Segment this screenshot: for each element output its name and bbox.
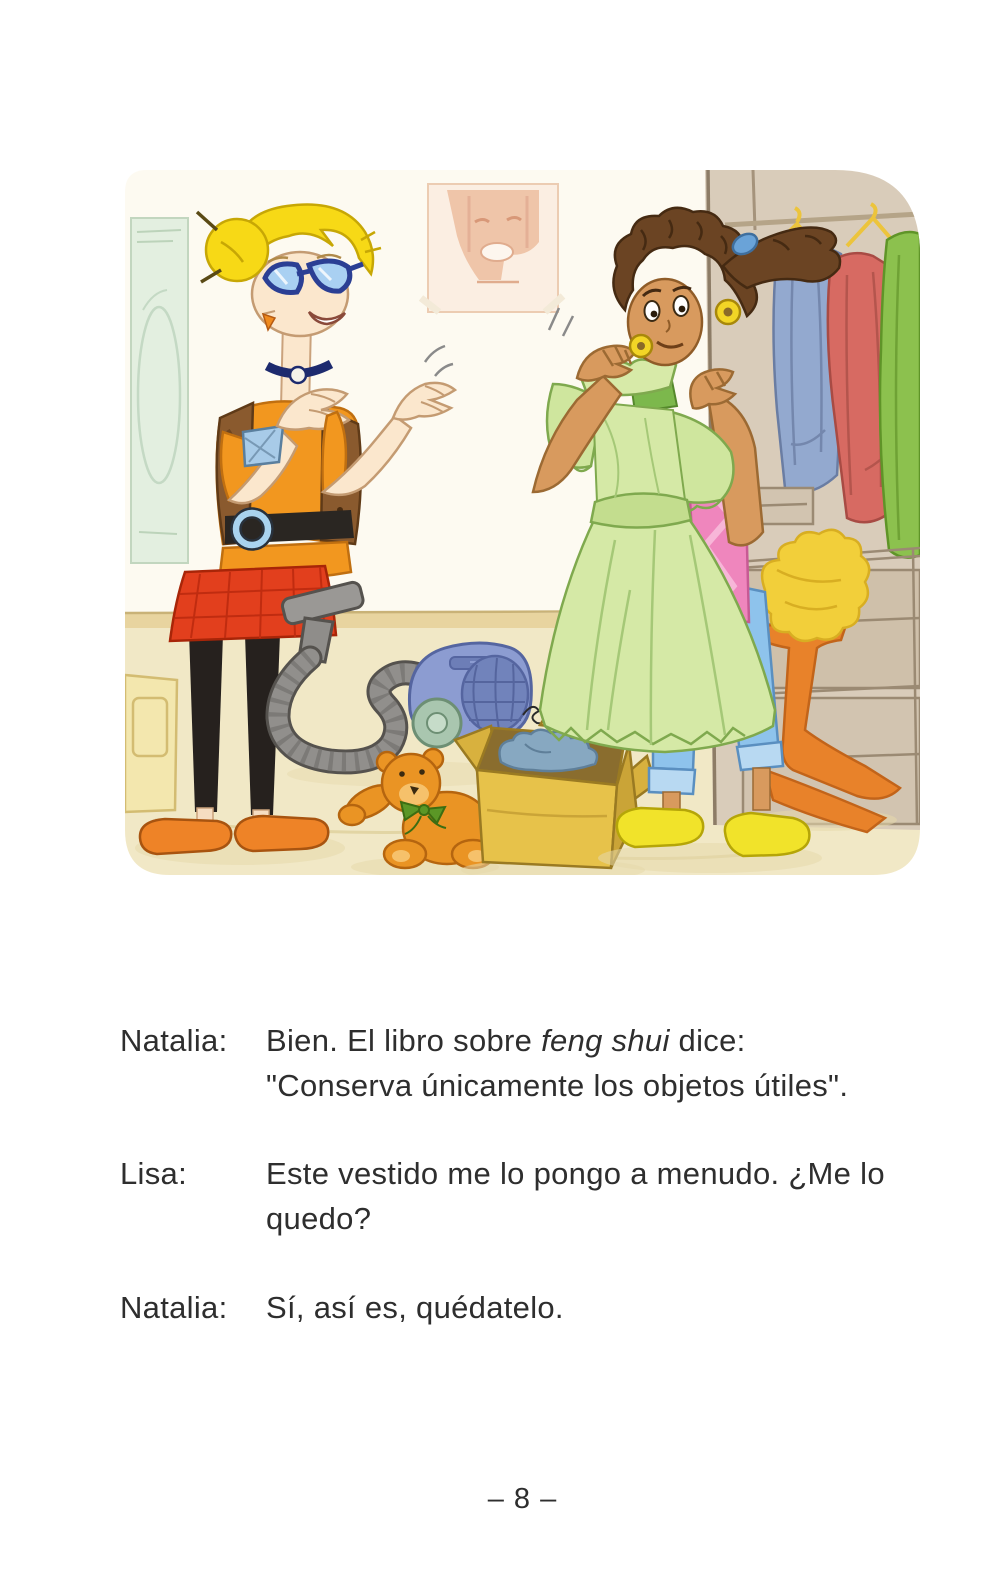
speech-segment: dice: — [669, 1023, 746, 1058]
low-cabinet — [125, 675, 177, 812]
salmon-poster — [421, 184, 563, 312]
speech-text — [266, 1018, 965, 1108]
speaker-name: Natalia: — [120, 1290, 228, 1325]
green-garment — [880, 232, 920, 558]
speech-segment-italic: feng shui — [541, 1023, 670, 1058]
dialogue-row — [120, 1018, 965, 1108]
speech-text — [266, 1285, 965, 1330]
speaker-name: Natalia: — [120, 1023, 228, 1058]
page-number: – 8 – — [487, 1483, 558, 1515]
speech-segment: Bien. El libro sobre — [266, 1023, 542, 1058]
page-footer — [125, 1483, 920, 1516]
dialogue-section — [120, 1018, 965, 1330]
dialogue-row — [120, 1151, 965, 1241]
speech-text — [266, 1151, 965, 1241]
speech-segment: Sí, así es, quédatelo. — [266, 1290, 564, 1325]
dialogue-row — [120, 1285, 965, 1330]
illustration — [125, 170, 920, 875]
speech-segment: quedo? — [266, 1201, 372, 1236]
illustration-scene — [125, 170, 920, 875]
speech-segment: Este vestido me lo pongo a menudo. ¿Me lo — [266, 1156, 885, 1191]
mint-poster — [131, 218, 188, 563]
speech-segment: "Conserva únicamente los objetos útiles". — [266, 1068, 849, 1103]
speaker-name: Lisa: — [120, 1156, 187, 1191]
